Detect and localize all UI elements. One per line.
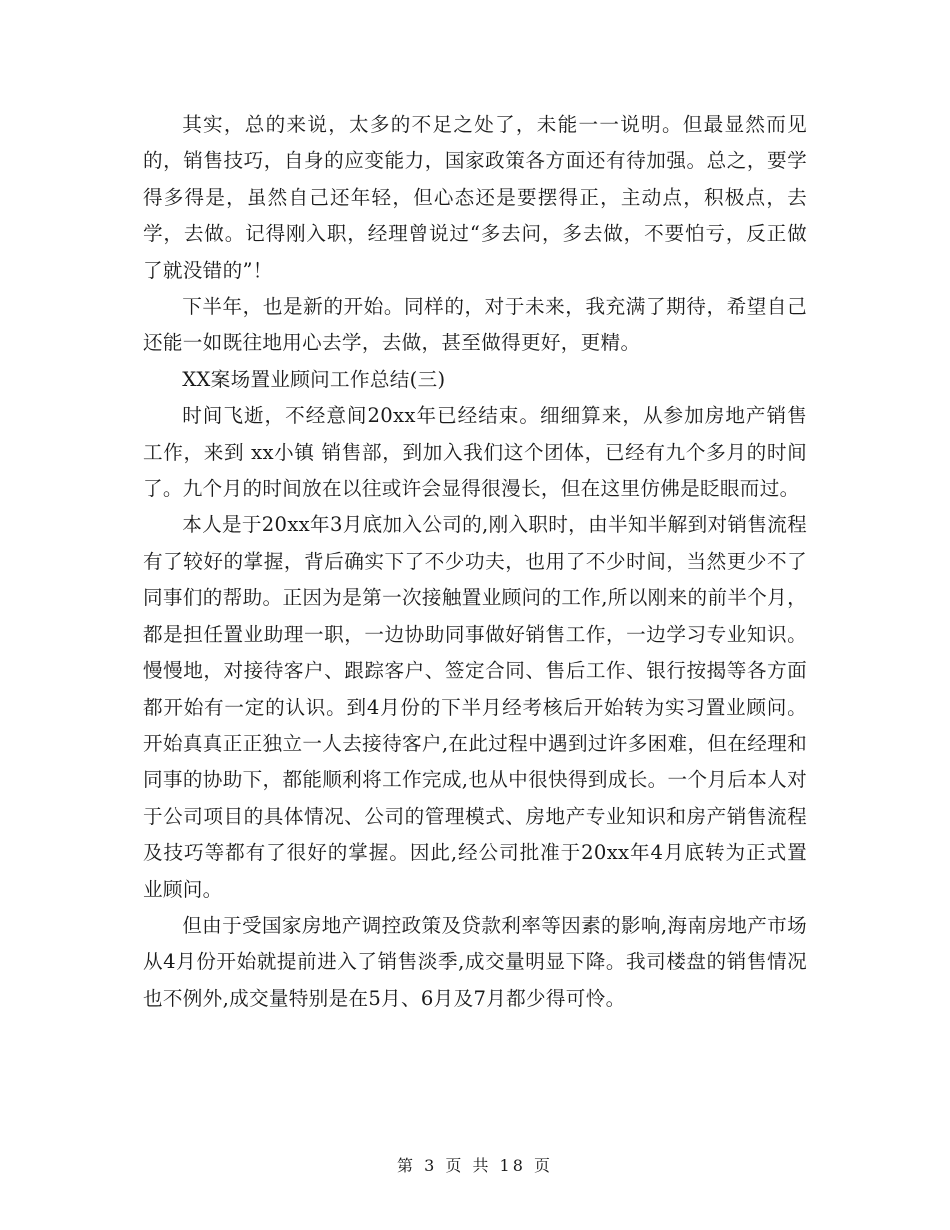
section-heading: XX案场置业顾问工作总结(三) bbox=[182, 367, 446, 391]
paragraph-time-flies: 时间飞逝，不经意间20xx年已经结束。细细算来，从参加房地产销售工作，来到 xx小镇 销售部，到加入我们这个团体，已经有九个多月的时间了。九个月的时间放在以往或许会显得很漫长，但在这里仿佛是眨眼而过。 bbox=[143, 404, 807, 501]
paragraph-second-half-year: 下半年，也是新的开始。同样的，对于未来，我充满了期待，希望自己还能一如既往地用心去学，去做，甚至做得更好，更精。 bbox=[143, 295, 807, 355]
paragraph-shortcomings: 其实，总的来说，太多的不足之处了，未能一一说明。但最显然而见的，销售技巧，自身的应变能力，国家政策各方面还有待加强。总之，要学得多得是，虽然自己还年轻，但心态还是要摆得正，主动点，积极点，去学，去做。记得刚入职，经理曾说过“多去问，多去做，不要怕亏，反正做了就没错的”！ bbox=[143, 113, 807, 282]
page-number-footer: 第 3 页 共 18 页 bbox=[397, 1156, 553, 1175]
paragraph-market-impact: 但由于受国家房地产调控政策及贷款利率等因素的影响,海南房地产市场从4月份开始就提前进入了销售淡季,成交量明显下降。我司楼盘的销售情况也不例外,成交量特别是在5月、6月及7月都少得可怜。 bbox=[143, 913, 807, 1010]
paragraph-joined-company: 本人是于20xx年3月底加入公司的,刚入职时，由半知半解到对销售流程有了较好的掌握，背后确实下了不少功夫，也用了不少时间，当然更少不了同事们的帮助。正因为是第一次接触置业顾问的工作,所以刚来的前半个月，都是担任置业助理一职，一边协助同事做好销售工作，一边学习专业知识。慢慢地，对接待客户、跟踪客户、签定合同、售后工作、银行按揭等各方面都开始有一定的认识。到4月份的下半月经考核后开始转为实习置业顾问。开始真真正正独立一人去接待客户,在此过程中遇到过许多困难，但在经理和同事的协助下，都能顺利将工作完成,也从中很快得到成长。一个月后本人对于公司项目的具体情况、公司的管理模式、房地产专业知识和房产销售流程及技巧等都有了很好的掌握。因此,经公司批准于20xx年4月底转为正式置业顾问。 bbox=[143, 513, 807, 901]
document-body bbox=[143, 107, 807, 1017]
